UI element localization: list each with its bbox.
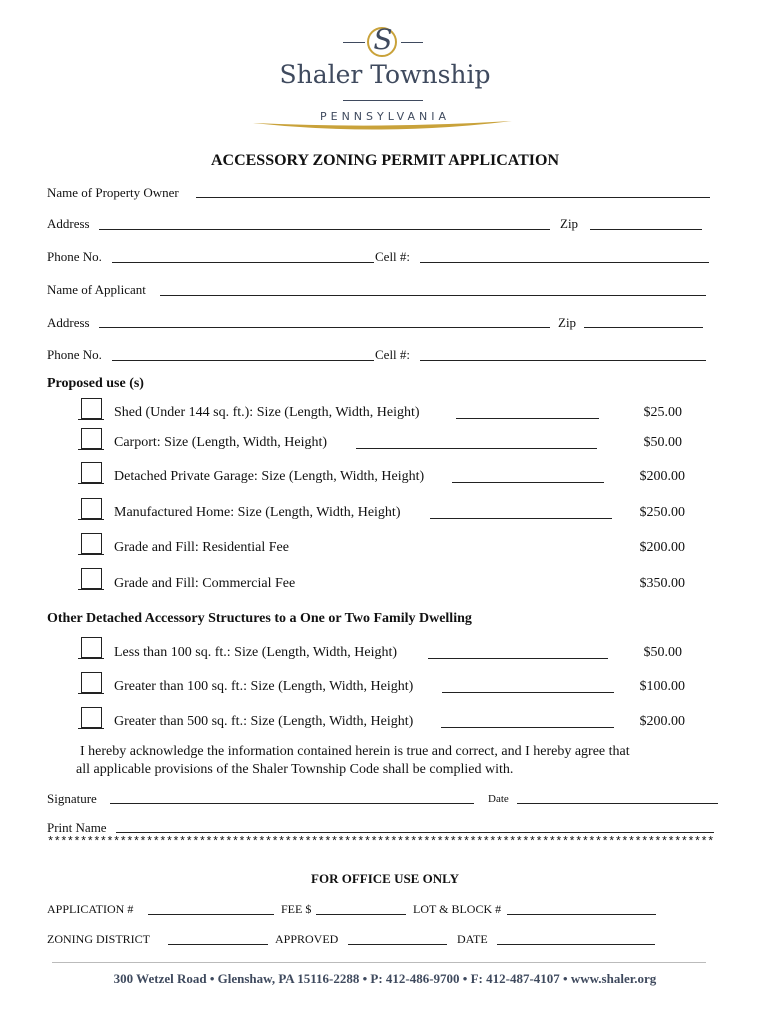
other-structures-heading: Other Detached Accessory Structures to a One or Two Family Dwelling <box>47 611 472 626</box>
proposed-price: $200.00 <box>639 469 685 484</box>
owner-zip-field[interactable] <box>590 229 702 230</box>
applicant-cell-label: Cell #: <box>375 347 411 362</box>
checkbox-baseline <box>78 658 104 659</box>
separator-stars: ***************************************************************************************************** <box>47 835 714 849</box>
size-field[interactable] <box>442 692 614 693</box>
checkbox-baseline <box>78 449 104 450</box>
approved-label: APPROVED <box>275 932 339 946</box>
other-price: $50.00 <box>643 645 682 660</box>
applicant-name-label: Name of Applicant <box>47 282 146 297</box>
other-label: Greater than 500 sq. ft.: Size (Length, Width, Height) <box>114 714 414 729</box>
signature-date-field[interactable] <box>517 803 718 804</box>
checkbox-baseline <box>78 693 104 694</box>
other-price: $100.00 <box>639 679 685 694</box>
proposed-label: Detached Private Garage: Size (Length, Width, Height) <box>114 469 425 484</box>
garage-checkbox[interactable] <box>81 462 102 483</box>
fee-field[interactable] <box>316 914 406 915</box>
applicant-zip-label: Zip <box>558 315 577 330</box>
applicant-name-field[interactable] <box>160 295 706 296</box>
checkbox-baseline <box>78 728 104 729</box>
checkbox-baseline <box>78 519 104 520</box>
applicant-address-field[interactable] <box>99 327 550 328</box>
less-than-100-checkbox[interactable] <box>81 637 102 658</box>
manufactured-home-checkbox[interactable] <box>81 498 102 519</box>
application-number-label: APPLICATION # <box>47 902 134 916</box>
size-field[interactable] <box>441 727 614 728</box>
owner-cell-label: Cell #: <box>375 249 411 264</box>
application-number-field[interactable] <box>148 914 274 915</box>
proposed-price: $350.00 <box>639 576 685 591</box>
logo <box>0 20 770 140</box>
proposed-price: $200.00 <box>639 540 685 555</box>
signature-field[interactable] <box>110 803 474 804</box>
proposed-use-heading: Proposed use (s) <box>47 376 144 391</box>
logo-dash-right <box>401 42 423 43</box>
logo-swoosh <box>250 115 515 137</box>
org-name: Shaler Township <box>279 60 491 89</box>
print-name-field[interactable] <box>116 832 714 833</box>
proposed-price: $50.00 <box>643 435 682 450</box>
office-date-field[interactable] <box>497 944 655 945</box>
size-field[interactable] <box>428 658 608 659</box>
proposed-label: Grade and Fill: Residential Fee <box>114 540 289 555</box>
applicant-cell-field[interactable] <box>420 360 706 361</box>
checkbox-baseline <box>78 483 104 484</box>
logo-letter: S <box>373 23 393 56</box>
grade-fill-commercial-checkbox[interactable] <box>81 568 102 589</box>
other-label: Less than 100 sq. ft.: Size (Length, Width, Height) <box>114 645 398 660</box>
owner-address-label: Address <box>47 216 90 231</box>
lot-block-label: LOT & BLOCK # <box>413 902 502 916</box>
signature-label: Signature <box>47 791 97 806</box>
owner-address-field[interactable] <box>99 229 550 230</box>
form-title: ACCESSORY ZONING PERMIT APPLICATION <box>210 152 560 169</box>
size-field[interactable] <box>456 418 599 419</box>
lot-block-field[interactable] <box>507 914 656 915</box>
applicant-phone-field[interactable] <box>112 360 374 361</box>
footer-address: 300 Wetzel Road • Glenshaw, PA 15116-2288 • P: 412-486-9700 • F: 412-487-4107 • www.shaler.org <box>113 971 657 986</box>
state-name: PENNSYLVANIA <box>319 110 450 123</box>
owner-phone-label: Phone No. <box>47 249 102 264</box>
print-name-label: Print Name <box>47 820 107 835</box>
proposed-label: Grade and Fill: Commercial Fee <box>114 576 296 591</box>
checkbox-baseline <box>78 589 104 590</box>
greater-than-100-checkbox[interactable] <box>81 672 102 693</box>
owner-name-field[interactable] <box>196 197 710 198</box>
applicant-address-label: Address <box>47 315 90 330</box>
other-price: $200.00 <box>639 714 685 729</box>
size-field[interactable] <box>452 482 604 483</box>
checkbox-baseline <box>78 554 104 555</box>
office-use-heading: FOR OFFICE USE ONLY <box>311 871 459 886</box>
proposed-price: $250.00 <box>639 505 685 520</box>
acknowledgement-line-2: all applicable provisions of the Shaler Township Code shall be complied with. <box>76 762 514 777</box>
zoning-district-label: ZONING DISTRICT <box>47 932 150 946</box>
signature-date-label: Date <box>488 793 509 805</box>
zoning-district-field[interactable] <box>168 944 268 945</box>
acknowledgement-line-1: I hereby acknowledge the information contained herein is true and correct, and I hereby agree that <box>80 744 630 759</box>
applicant-phone-label: Phone No. <box>47 347 102 362</box>
footer-divider <box>52 962 706 963</box>
office-date-label: DATE <box>457 932 488 946</box>
fee-label: FEE $ <box>281 902 312 916</box>
logo-dash-left <box>343 42 365 43</box>
owner-cell-field[interactable] <box>420 262 709 263</box>
checkbox-baseline <box>78 419 104 420</box>
carport-checkbox[interactable] <box>81 428 102 449</box>
grade-fill-residential-checkbox[interactable] <box>81 533 102 554</box>
shed-checkbox[interactable] <box>81 398 102 419</box>
approved-field[interactable] <box>348 944 447 945</box>
proposed-price: $25.00 <box>643 405 682 420</box>
greater-than-500-checkbox[interactable] <box>81 707 102 728</box>
owner-name-label: Name of Property Owner <box>47 185 179 200</box>
size-field[interactable] <box>356 448 597 449</box>
logo-underline <box>343 100 423 101</box>
owner-phone-field[interactable] <box>112 262 374 263</box>
applicant-zip-field[interactable] <box>584 327 703 328</box>
other-label: Greater than 100 sq. ft.: Size (Length, Width, Height) <box>114 679 414 694</box>
proposed-label: Shed (Under 144 sq. ft.): Size (Length, Width, Height) <box>114 405 420 420</box>
proposed-label: Carport: Size (Length, Width, Height) <box>114 435 328 450</box>
size-field[interactable] <box>430 518 612 519</box>
proposed-label: Manufactured Home: Size (Length, Width, Height) <box>114 505 401 520</box>
owner-zip-label: Zip <box>560 216 579 231</box>
